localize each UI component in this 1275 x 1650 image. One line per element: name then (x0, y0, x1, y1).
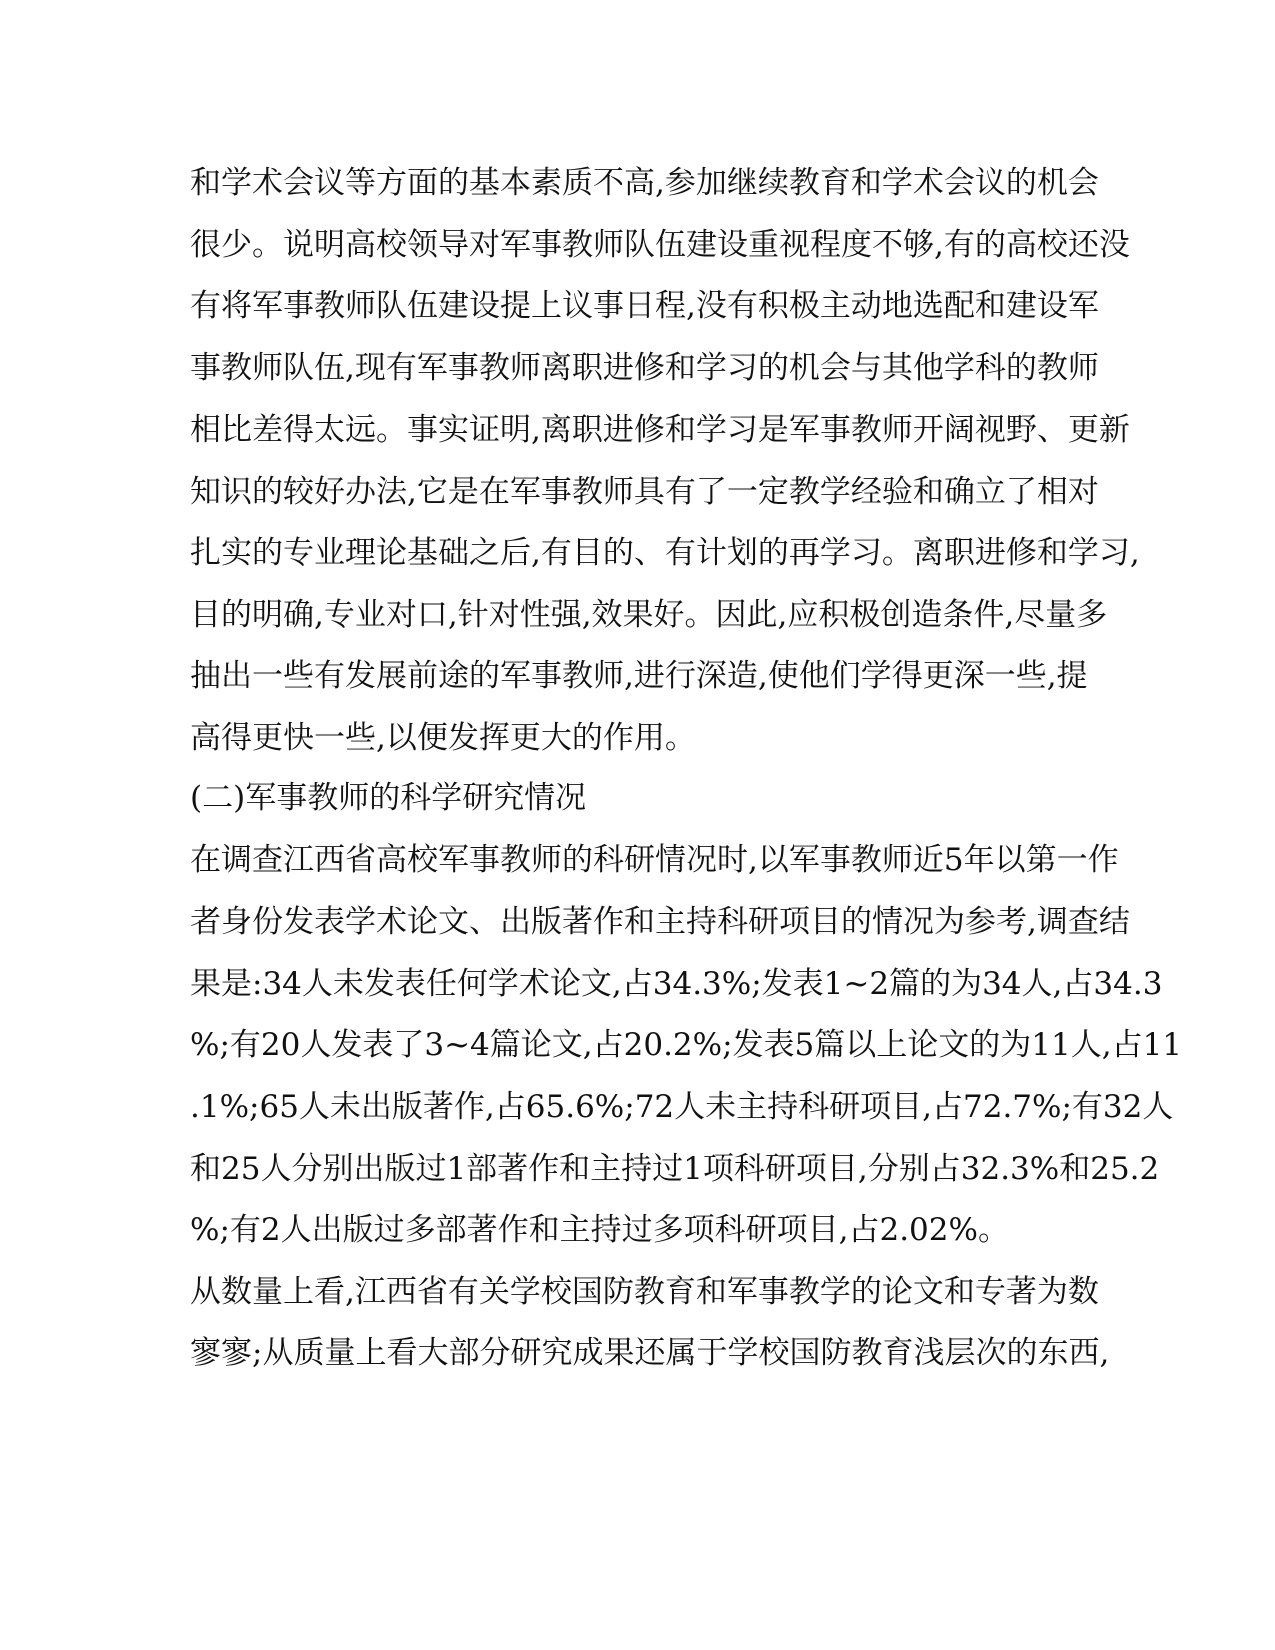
paragraph-2-line-2: 者身份发表学术论文、出版著作和主持科研项目的情况为参考,调查结 (190, 904, 1130, 940)
section-heading: (二)军事教师的科学研究情况 (190, 780, 587, 816)
paragraph-2-line-5: .1%;65人未出版著作,占65.6%;72人未主持科研项目,占72.7%;有32人 (190, 1089, 1174, 1125)
paragraph-2-line-3: 果是:34人未发表任何学术论文,占34.3%;发表1~2篇的为34人,占34.3 (190, 966, 1163, 1002)
paragraph-1-line-3: 有将军事教师队伍建设提上议事日程,没有积极主动地选配和建设军 (190, 288, 1099, 324)
paragraph-1-line-2: 很少。说明高校领导对军事教师队伍建设重视程度不够,有的高校还没 (190, 227, 1130, 263)
paragraph-2-line-4: %;有20人发表了3~4篇论文,占20.2%;发表5篇以上论文的为11人,占11 (190, 1027, 1183, 1063)
paragraph-1-line-5: 相比差得太远。事实证明,离职进修和学习是军事教师开阔视野、更新 (190, 412, 1130, 448)
paragraph-1-line-7: 扎实的专业理论基础之后,有目的、有计划的再学习。离职进修和学习, (190, 535, 1140, 571)
paragraph-2-line-1: 在调查江西省高校军事教师的科研情况时,以军事教师近5年以第一作 (190, 842, 1119, 878)
paragraph-1-line-10: 高得更快一些,以便发挥更大的作用。 (190, 720, 696, 756)
paragraph-1-line-1: 和学术会议等方面的基本素质不高,参加继续教育和学术会议的机会 (190, 165, 1099, 201)
paragraph-1-line-4: 事教师队伍,现有军事教师离职进修和学习的机会与其他学科的教师 (190, 350, 1099, 386)
paragraph-2-line-7: %;有2人出版过多部著作和主持过多项科研项目,占2.02%。 (190, 1212, 1009, 1248)
paragraph-3-line-1: 从数量上看,江西省有关学校国防教育和军事教学的论文和专著为数 (190, 1274, 1099, 1310)
paragraph-2-line-6: 和25人分别出版过1部著作和主持过1项科研项目,分别占32.3%和25.2 (190, 1151, 1160, 1187)
paragraph-1-line-6: 知识的较好办法,它是在军事教师具有了一定教学经验和确立了相对 (190, 474, 1099, 510)
paragraph-3-line-2: 寥寥;从质量上看大部分研究成果还属于学校国防教育浅层次的东西, (190, 1335, 1110, 1371)
paragraph-1-line-9: 抽出一些有发展前途的军事教师,进行深造,使他们学得更深一些,提 (190, 658, 1088, 694)
paragraph-1-line-8: 目的明确,专业对口,针对性强,效果好。因此,应积极创造条件,尽量多 (190, 597, 1108, 633)
